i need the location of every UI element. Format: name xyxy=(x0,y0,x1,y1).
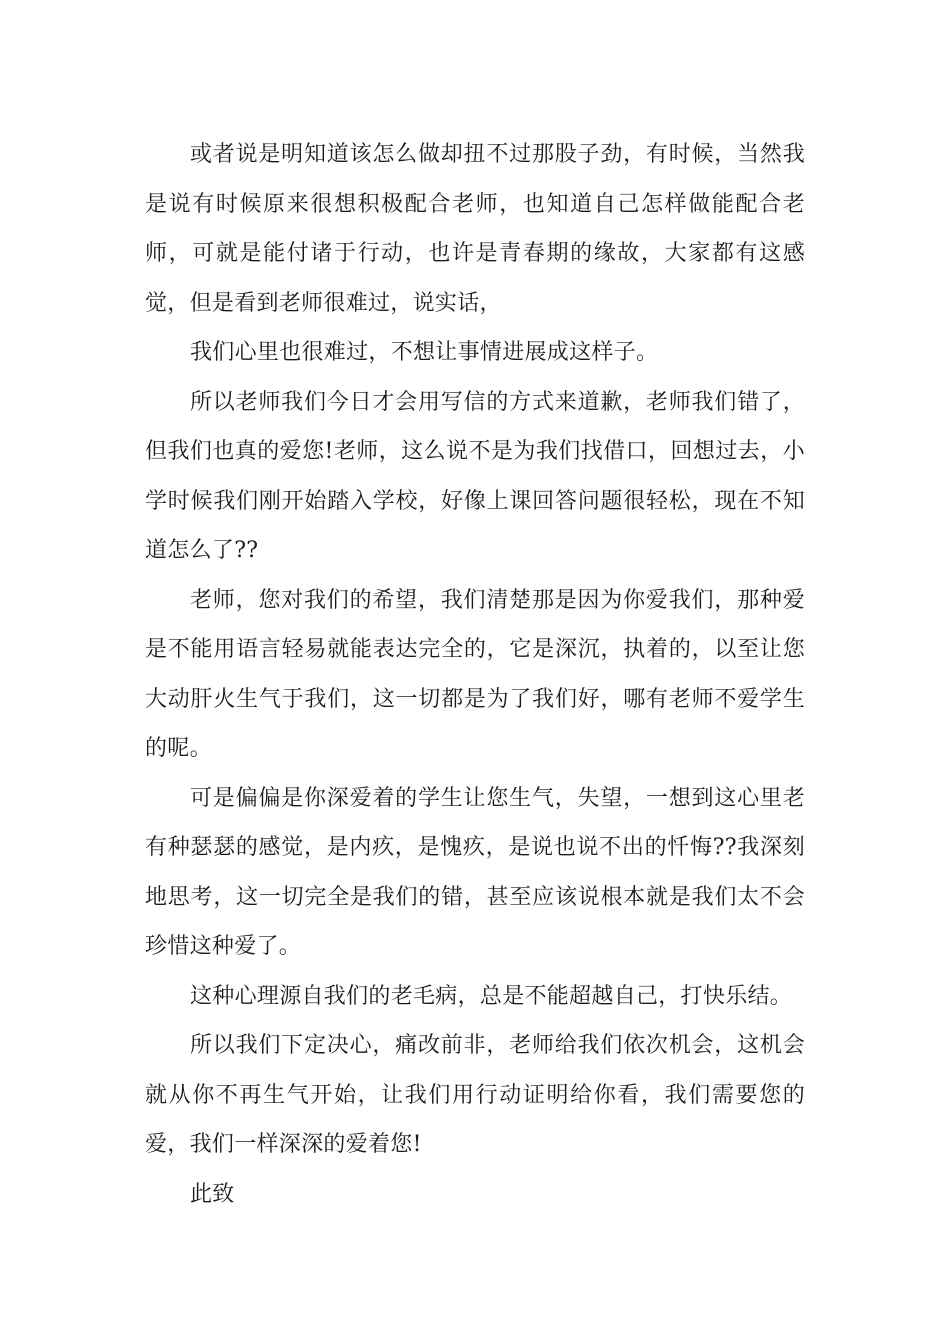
paragraph-5: 可是偏偏是你深爱着的学生让您生气，失望，一想到这心里老有种瑟瑟的感觉，是内疚，是愧疚，是说也说不出的忏悔??我深刻地思考，这一切完全是我们的错，甚至应该说根本就是我们太不会珍惜这种爱了。 xyxy=(145,785,805,959)
paragraph-3: 所以老师我们今日才会用写信的方式来道歉，老师我们错了，但我们也真的爱您!老师，这么说不是为我们找借口，回想过去，小学时候我们刚开始踏入学校，好像上课回答问题很轻松，现在不知道怎么了?? xyxy=(145,389,805,563)
closing-salutation: 此致 xyxy=(190,1181,235,1207)
paragraph-1: 或者说是明知道该怎么做却扭不过那股子劲，有时候，当然我是说有时候原来很想积极配合老师，也知道自己怎样做能配合老师，可就是能付诸于行动，也许是青春期的缘故，大家都有这感觉，但是看到老师很难过，说实话， xyxy=(145,142,805,316)
paragraph-6: 这种心理源自我们的老毛病，总是不能超越自己，打快乐结。 xyxy=(190,983,793,1009)
paragraph-4: 老师，您对我们的希望，我们清楚那是因为你爱我们，那种爱是不能用语言轻易就能表达完全的，它是深沉，执着的，以至让您大动肝火生气于我们，这一切都是为了我们好，哪有老师不爱学生的呢。 xyxy=(145,587,805,761)
paragraph-7: 所以我们下定决心，痛改前非，老师给我们依次机会，这机会就从你不再生气开始，让我们用行动证明给你看，我们需要您的爱，我们一样深深的爱着您! xyxy=(145,1033,805,1157)
paragraph-2: 我们心里也很难过，不想让事情进展成这样子。 xyxy=(190,340,659,365)
document-body xyxy=(145,130,805,1219)
